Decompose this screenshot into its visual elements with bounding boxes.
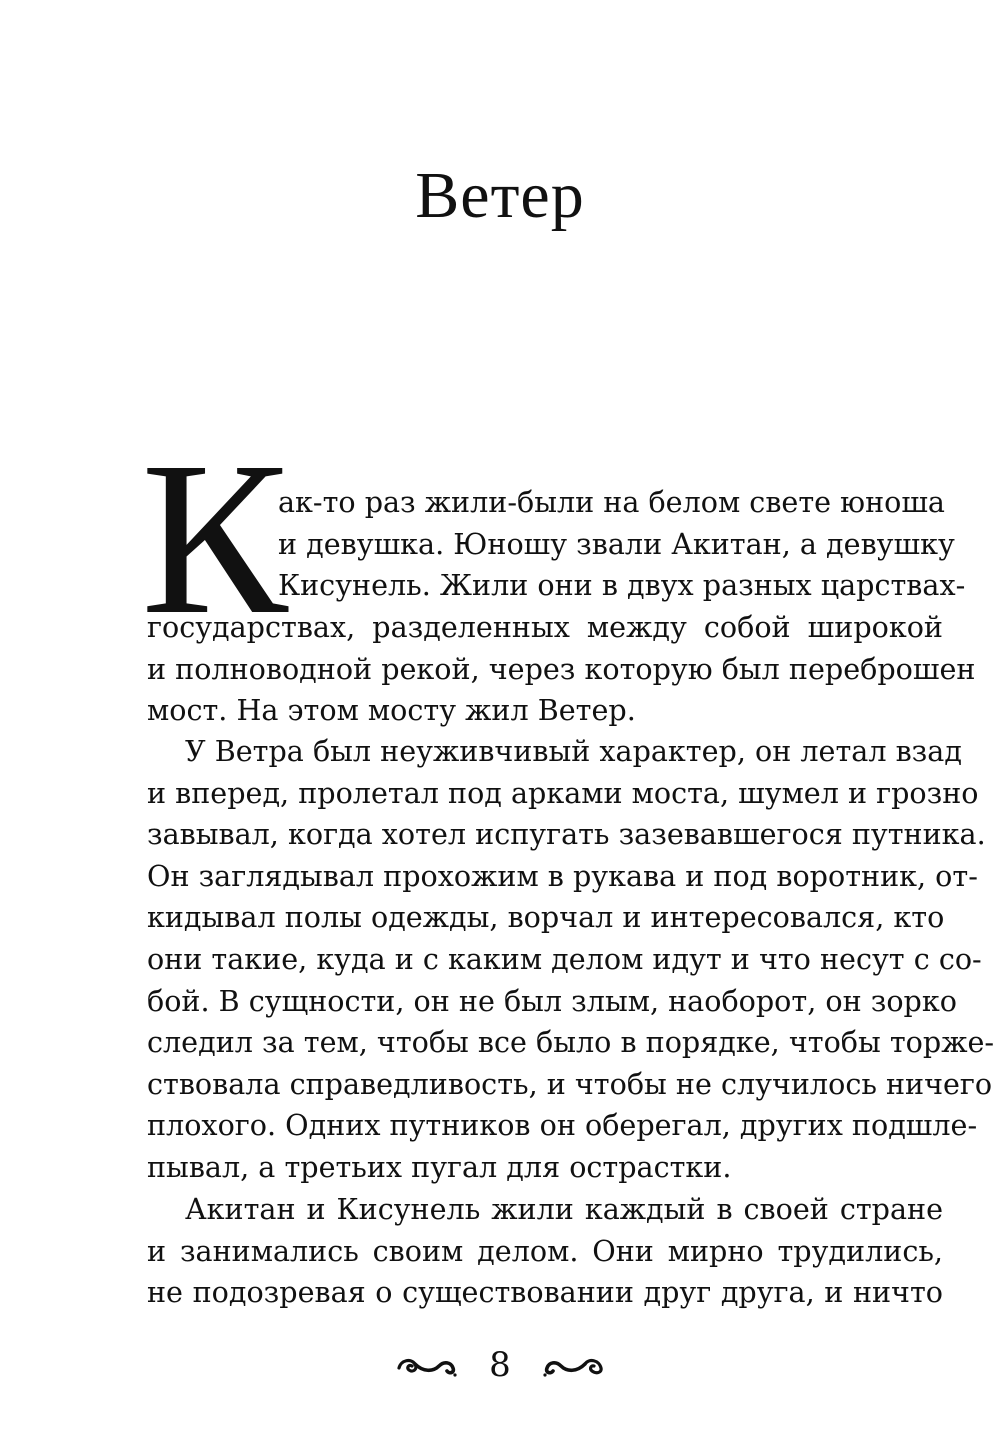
paragraph-1-rest xyxy=(147,607,976,732)
text-line: ак-то раз жили-были на белом свете юноша xyxy=(278,485,945,519)
text-line: не подозревая о существовании друг друга, и ничто xyxy=(147,1275,943,1310)
text-line: плохого. Одних путников он оберегал, других подшле- xyxy=(147,1108,978,1143)
paragraph-3 xyxy=(147,1189,943,1314)
paragraph-1-cap-lines xyxy=(278,482,966,607)
paragraph-2 xyxy=(147,731,995,1189)
text-line: кидывал полы одежды, ворчал и интересовался, кто xyxy=(147,900,945,935)
text-line: государствах, разделенных между собой широкой xyxy=(147,610,943,644)
text-line: У Ветра был неуживчивый характер, он летал взад xyxy=(185,734,962,768)
text-line: Кисунель. Жили они в двух разных царствах- xyxy=(278,568,966,603)
text-line: бой. В сущности, он не был злым, наоборот, он зорко xyxy=(147,983,957,1018)
text-line: мост. На этом мосту жил Ветер. xyxy=(147,693,636,728)
text-line: и полноводной рекой, через которую был переброшен xyxy=(147,651,976,686)
text-line: и девушка. Юношу звали Акитан, а девушку xyxy=(278,526,955,561)
page-footer xyxy=(0,1340,1000,1390)
swirl-ornament-left-icon xyxy=(395,1352,459,1378)
text-line: Он заглядывал прохожим в рукава и под воротник, от- xyxy=(147,858,978,893)
page-number: 8 xyxy=(489,1345,511,1385)
text-line: следил за тем, чтобы все было в порядке, чтобы торже- xyxy=(147,1025,995,1060)
text-line: Акитан и Кисунель жили каждый в своей стране xyxy=(185,1192,943,1226)
text-line: ствовала справедливость, и чтобы не случилось ничего xyxy=(147,1066,993,1101)
text-line: и вперед, пролетал под арками моста, шумел и грозно xyxy=(147,775,979,810)
text-line: завывал, когда хотел испугать зазевавшегося путника. xyxy=(147,817,986,852)
drop-cap: К xyxy=(141,416,288,660)
text-line: и занимались своим делом. Они мирно трудились, xyxy=(147,1233,943,1268)
chapter-title: Ветер xyxy=(415,159,585,232)
text-line: пывал, а третьих пугал для острастки. xyxy=(147,1149,732,1184)
text-line: они такие, куда и с каким делом идут и что несут с со- xyxy=(147,941,982,976)
swirl-ornament-right-icon xyxy=(541,1352,605,1378)
